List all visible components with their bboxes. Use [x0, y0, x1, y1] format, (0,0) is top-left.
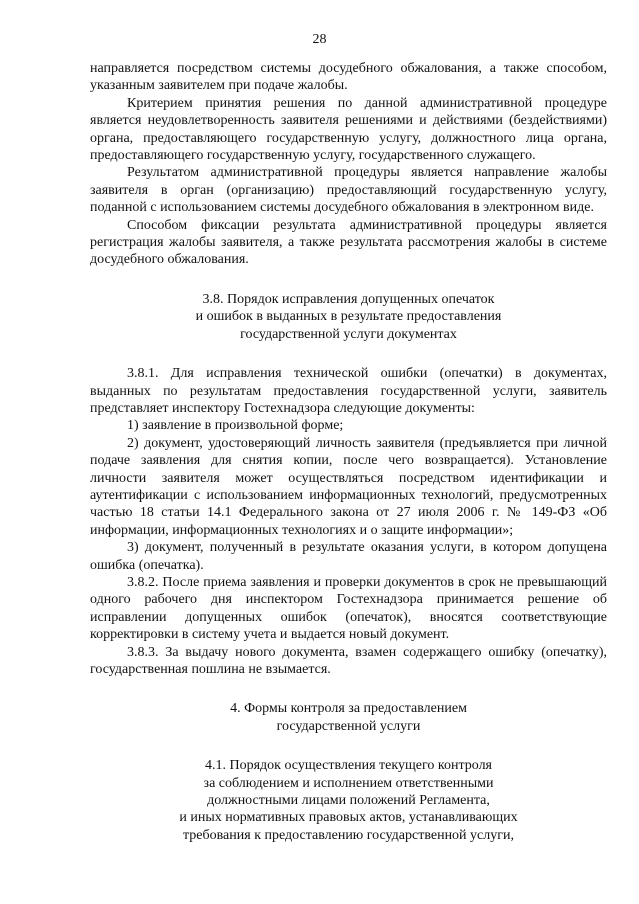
- paragraph-3-8-2: 3.8.2. После приема заявления и проверки документов в срок не превышающий одного рабочего дня инспектором Гостехнадзора принимается решение об исправлении допущенных ошибок (опечаток), вносятся соответствующие корректировки в систему учета и выдается новый документ.: [90, 574, 607, 643]
- heading-line: требования к предоставлению государственной услуги,: [183, 827, 514, 843]
- list-item-3: 3) документ, полученный в результате оказания услуги, в котором допущена ошибка (опечатка).: [90, 540, 607, 573]
- heading-line: за соблюдением и исполнением ответственными: [203, 775, 494, 791]
- heading-line: 4. Формы контроля за предоставлением: [230, 701, 467, 717]
- page-number: 28: [312, 32, 327, 47]
- heading-line: и иных нормативных правовых актов, устанавливающих: [179, 810, 518, 826]
- heading-line: 3.8. Порядок исправления допущенных опечаток: [202, 291, 495, 307]
- heading-line: государственной услуги: [276, 718, 421, 734]
- paragraph-result: Результатом административной процедуры является направление жалобы заявителя в орган (организацию) предоставляющий государственную услугу, поданной с использованием системы досудебного обжалования в электронном виде.: [90, 165, 607, 216]
- heading-line: 4.1. Порядок осуществления текущего контроля: [204, 758, 492, 774]
- section-3-8-heading: [90, 291, 607, 343]
- paragraph-criterion: Критерием принятия решения по данной административной процедуре является неудовлетворенность заявителя решениями и действиями (бездействиями) органа, предоставляющего государственную услугу, должностного лица органа, предоставляющего государственную услугу, государственного служащего.: [90, 95, 607, 164]
- paragraph-3-8-1: 3.8.1. Для исправления технической ошибки (опечатки) в документах, выданных по результатам предоставления государственной услуги, заявитель представляет инспектору Гостехнадзора следующие документы:: [90, 366, 607, 416]
- paragraph-continuation: направляется посредством системы досудебного обжалования, а также способом, указанным заявителем при подаче жалобы.: [90, 61, 607, 94]
- paragraph-fixation: Способом фиксации результата административной процедуры является регистрация жалобы заявителя, а также результата рассмотрения жалобы в системе досудебного обжалования.: [90, 217, 607, 268]
- heading-line: государственной услуги документах: [240, 326, 457, 342]
- heading-line: и ошибок в выданных в результате предоставления: [195, 309, 502, 325]
- section-4-heading: [90, 700, 607, 735]
- document-body: [90, 60, 607, 844]
- paragraph-3-8-3: 3.8.3. За выдачу нового документа, взамен содержащего ошибку (опечатку), государственная пошлина не взымается.: [90, 644, 607, 677]
- heading-line: должностными лицами положений Регламента,: [207, 793, 490, 809]
- list-item-1: 1) заявление в произвольной форме;: [127, 418, 344, 434]
- list-item-2: 2) документ, удостоверяющий личность заявителя (предъявляется при личной подаче заявления для снятия копии, после чего возвращается). Установление личности заявителя может осуществляться посредством идентификации и аутентификации с использованием информационных технологий, предусмотренных частью 18 статьи 14.1 Федерального закона от 27 июля 2006 г. № 149-ФЗ «Об информации, информационных технологиях и о защите информации»;: [90, 435, 607, 538]
- section-4-1-heading: [90, 757, 607, 844]
